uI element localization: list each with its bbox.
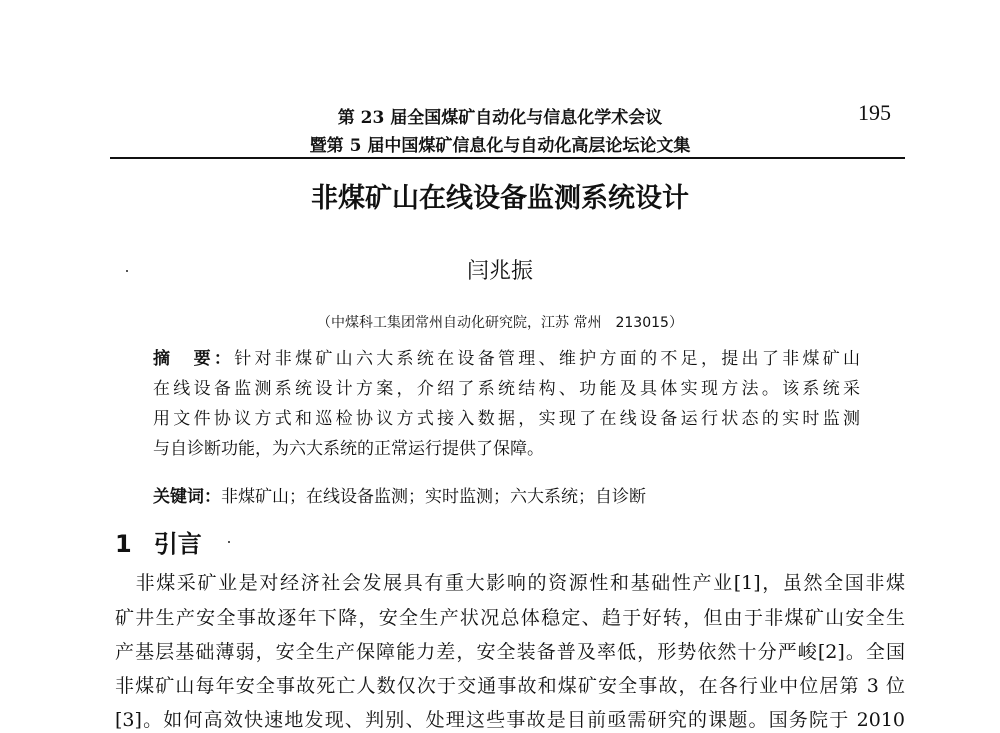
- abstract-label: 摘 要：: [153, 349, 235, 368]
- proceedings-header-line1: 第 23 届全国煤矿自动化与信息化学术会议: [337, 108, 663, 128]
- keywords-label: 关键词：: [153, 487, 221, 507]
- paper-title: 非煤矿山在线设备监测系统设计: [311, 183, 689, 214]
- affiliation: （中煤科工集团常州自动化研究院，江苏 常州 213015）: [317, 315, 683, 331]
- abstract-line: 摘 要：针对非煤矿山六大系统在设备管理、维护方面的不足，提出了非煤矿山: [153, 349, 860, 368]
- section-title: 引言: [153, 530, 202, 558]
- proceedings-header-line2: 暨第 5 届中国煤矿信息化与自动化高层论坛论文集: [309, 136, 691, 156]
- body-line: 矿井生产安全事故逐年下降，安全生产状况总体稳定、趋于好转，但由于非煤矿山安全生: [115, 607, 905, 629]
- scan-speck: [126, 270, 128, 272]
- scan-speck: [228, 541, 230, 543]
- body-line: 产基层基础薄弱，安全生产保障能力差，安全装备普及率低，形势依然十分严峻[2]。全国: [115, 641, 905, 663]
- abstract-line: 与自诊断功能，为六大系统的正常运行提供了保障。: [153, 439, 544, 459]
- abstract-line: 在线设备监测系统设计方案，介绍了系统结构、功能及具体实现方法。该系统采: [153, 379, 860, 398]
- section-number: 1: [115, 530, 132, 558]
- keywords-text: 非煤矿山；在线设备监测；实时监测；六大系统；自诊断: [221, 487, 646, 507]
- author: 闫兆振: [466, 259, 533, 284]
- body-line: [3]。如何高效快速地发现、判别、处理这些事故是目前亟需研究的课题。国务院于 2010: [115, 709, 905, 731]
- header-rule: [110, 157, 905, 159]
- body-line: 非煤采矿业是对经济社会发展具有重大影响的资源性和基础性产业[1]，虽然全国非煤: [115, 572, 905, 594]
- abstract-line: 用文件协议方式和巡检协议方式接入数据，实现了在线设备运行状态的实时监测: [153, 409, 860, 428]
- keywords: [153, 482, 646, 507]
- section-heading: [115, 524, 202, 559]
- body-line: 非煤矿山每年安全事故死亡人数仅次于交通事故和煤矿安全事故，在各行业中位居第 3 位: [115, 675, 905, 697]
- page-number: 195: [858, 100, 891, 125]
